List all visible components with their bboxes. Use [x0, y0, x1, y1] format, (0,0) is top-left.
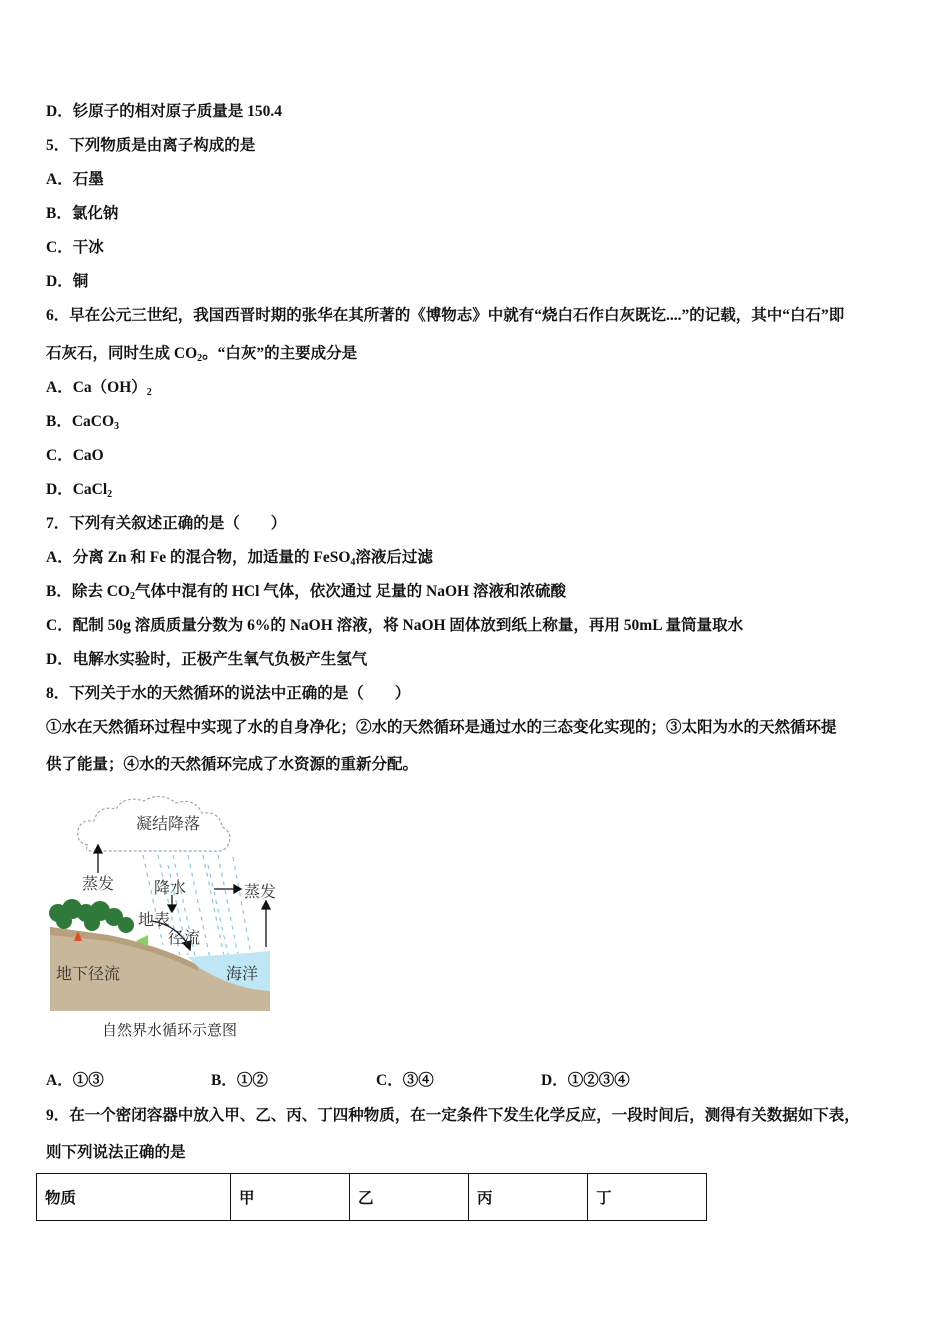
- evaporation-right-label: 蒸发: [244, 882, 277, 901]
- ocean-label: 海洋: [226, 964, 259, 983]
- q8-option-b: B．①②: [211, 1072, 268, 1089]
- q9-stem-line2: 则下列说法正确的是: [46, 1144, 186, 1161]
- table-header-cell: 乙: [350, 1174, 469, 1221]
- figure-caption: 自然界水循环示意图: [102, 1021, 238, 1039]
- q9-stem-line1: 9．在一个密闭容器中放入甲、乙、丙、丁四种物质，在一定条件下发生化学反应，一段时间后，测得有关数据如下表，: [46, 1107, 860, 1124]
- table-header-cell: 物质: [37, 1174, 231, 1221]
- q8-options: [46, 1071, 630, 1091]
- q7-option-d: D．电解水实验时，正极产生氧气负极产生氢气: [46, 651, 368, 668]
- q8-desc-line2: 供了能量；④水的天然循环完成了水资源的重新分配。: [46, 756, 419, 773]
- q8-option-d: D．①②③④: [541, 1072, 630, 1089]
- q7-option-c: C．配制 50g 溶质质量分数为 6%的 NaOH 溶液，将 NaOH 固体放到纸上称量，再用 50mL 量筒量取水: [46, 617, 744, 634]
- q7-option-a: A．分离 Zn 和 Fe 的混合物，加适量的 FeSO$_4$溶液后过滤: [46, 549, 433, 568]
- q6-option-b: B．CaCO$_3$: [46, 413, 120, 432]
- q6-option-a: A．$Ca(OH)_2$: [46, 379, 152, 398]
- table-header-cell: 甲: [231, 1174, 350, 1221]
- q5-option-b: B．氯化钠: [46, 205, 119, 222]
- water-cycle-figure: [48, 785, 288, 1045]
- table-header-cell: 丁: [588, 1174, 707, 1221]
- q5-option-d: D．铜: [46, 273, 89, 290]
- q9-data-table: [36, 1173, 707, 1221]
- cloud-label: 凝结降落: [136, 814, 201, 833]
- surface-label-1: 地表: [138, 910, 171, 929]
- q8-option-a: A．①③: [46, 1072, 104, 1089]
- q7-option-b: B．除去 $CO_2$气体中混有的 HCl 气体，依次通过 足量的 NaOH 溶液和浓硫酸: [46, 583, 566, 602]
- q4-option-d: D．钐原子的相对原子质量是 150.4: [46, 103, 282, 120]
- surface-label-2: 径流: [168, 928, 201, 947]
- table-header-cell: 丙: [469, 1174, 588, 1221]
- q6-option-d: D．CaCl$_2$: [46, 481, 113, 500]
- evaporation-left-label: 蒸发: [82, 874, 115, 893]
- q5-option-a: A．石墨: [46, 171, 104, 188]
- q7-stem: 7．下列有关叙述正确的是（ ）: [46, 515, 287, 532]
- q8-desc-line1: ①水在天然循环过程中实现了水的自身净化；②水的天然循环是通过水的三态变化实现的；③太阳为水的天然循环提: [46, 719, 837, 736]
- q6-option-c: C．CaO: [46, 447, 104, 464]
- q5-stem: 5．下列物质是由离子构成的是: [46, 137, 256, 154]
- q6-stem-line1: 6．早在公元三世纪，我国西晋时期的张华在其所著的《博物志》中就有“烧白石作白灰既讫....”的记载，其中“白石”即: [46, 307, 845, 324]
- precipitation-label: 降水: [154, 878, 187, 897]
- table-row: [37, 1174, 707, 1221]
- trees: [49, 899, 134, 933]
- q5-option-c: C．干冰: [46, 239, 104, 256]
- q8-option-c: C．③④: [376, 1072, 434, 1089]
- q8-stem: 8．下列关于水的天然循环的说法中正确的是（ ）: [46, 685, 411, 702]
- underground-label: 地下径流: [56, 964, 121, 983]
- q6-stem-line2: 石灰石，同时生成 $CO_2$。“白灰”的主要成分是: [46, 345, 358, 364]
